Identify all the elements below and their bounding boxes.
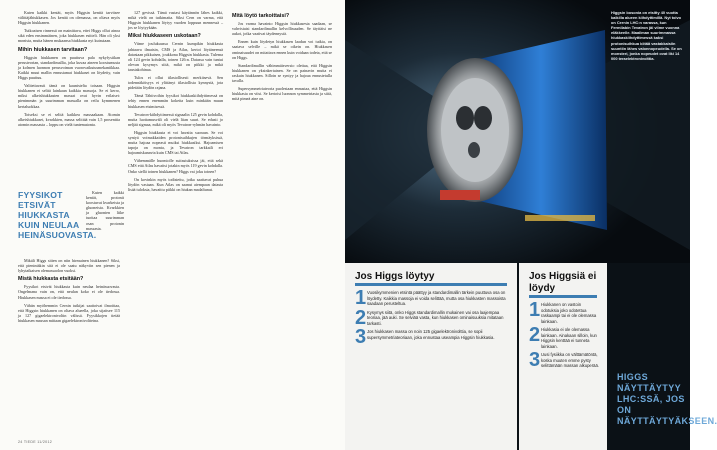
subheading: Mihin hiukkasen tarvitaan? <box>18 46 88 53</box>
paragraph: Vähän myöhemmin Cernin tutkijat saattoivat ilmoittaa, että Higgsin hiukkanen on oltava alueella, joka sijaitsee 115 ja 127 gigaelektronivoltin välissä. Fyysikkojen tietää hiukkasen massan mittaan gigaelektronivoltteina. <box>18 302 120 323</box>
left-page <box>0 0 345 450</box>
item-text: Vuosikymmenien etsintä päättyy ja standardimallin tärkein puuttuva osa on löydetty. Kaikkia massoja ei voida selittää, mutta osa hiukkasten massoista saadaan perusteltua. <box>367 290 506 306</box>
paragraph: Ennen kuin löydetyn hiukkasen laadun voi tutkia, on saatava selville – mikä se oikein on. Hiukkasen ominaisuudet on mitattava ennen kuin voidaan todeta, että se on Higgs. <box>232 39 332 60</box>
paragraph: Higgsin hiukkanen on puuttuva pala nykyfysiikan perusteorian, standardimallia, joka kuvaa aineen koostumusta ja kolmen luonnon perusvoiman vuorovaikutusmekaniikkaa. Kaikki muut mallin ennustamat hiukkaset on löydetty, vain Higgs puuttuu. <box>18 54 120 81</box>
photo-caption: Higgsin bosonia on etsitty 40 vuotta kaikilla alueen kiihdyttimillä. Nyt toivo on Cernin LHC:n varassa, kun Fermilabin Tevatron jäi viime vuonna eläkkeelle. Maailman suurimmassa hiukkaskiihdyttimessä kaksi protonisuihkua kiitää vastakkaisiin suuntiin lähes valonnopeudella. Se on monsteri, jonka nopeudet ovat liki 14 000 teraelektronivolttia. <box>611 10 682 61</box>
list-item <box>355 326 509 348</box>
info-box-if-found <box>345 263 517 450</box>
title-rule <box>529 295 597 298</box>
paragraph: Tämä Tähtivoihin fyysikot hiukkaskiihdyttimessä on tehty ennen enemmän kokeita kuin minkään muun hiukkasen etsimisessä. <box>128 93 223 109</box>
paragraph: Vähemmälle huomiolle suitsutuksissa jäi, että sekä CMS että Atlas havaitsi jotakin myös 119 gevin kohdalla. Onko siellä toinen hiukkanen? Higgs vai joku toinen? <box>128 158 223 174</box>
right-page <box>345 0 717 450</box>
paragraph: Supersymmetriateoria puolestaan ennustaa, että Higgsin hiukkasia on viisi. Se kertoisi luonnon symmetriasta ja siitä, mitä pimeä aine on. <box>232 86 332 102</box>
paragraph: Fyysikot etsivät hiukkasta kuin neulaa heinäsuovasta. Ongelmana vain on, että neulan koko ei ole tiedossa. Hiukkasen massa ei ole tiedossa. <box>18 284 120 300</box>
item-number: 1 <box>529 299 541 321</box>
paragraph: Toiseksi se ei selitä kaikkea massaakaan. Atomin alkeishiukkaset, kvarkkien, massa selittää vain 1,5 prosenttia atomin massasta – loppu on vielä tuntematonta. <box>18 111 120 127</box>
cable-bundle <box>440 190 480 200</box>
magnet-end-plate <box>441 78 509 182</box>
paragraph: On kovinkin myös todistettu, jotka saattavat puhua löydön vastaan. Kun Atlas on saanut aiempaan datasta lisää tuloksia, havaittu piikki on hiukan madaltunut. <box>128 176 223 192</box>
paragraph: Tevatron-kiihdyttimessä signaalin 125 gevin kohdalla, mutta luottamusväli oli vielä liian suuri. Se edusti jo neljää sigmaa, mikä oli myös Tevatron-ryhmän havainto. <box>128 111 223 127</box>
paragraph: Mikäli Higgs sitten on niin hirmuinen hiukkanen? Siksi, että pienintäkin sitä ei ole saatu näkyviin sen pienen ja lyhytaikaisen olemassaolon vuoksi. <box>18 258 120 274</box>
item-number: 2 <box>529 324 541 346</box>
box-title: Jos Higgs löytyy <box>355 271 435 282</box>
list-item <box>529 324 599 349</box>
paragraph: 127 gevissä. Tämä vastasi käytännön lähes kaikki, mikä vielä on tutkimatta. Siksi Cern on varma, että Higgsin hiukkanen löytyy vuoden loppuun mennessä – jos se löytyykään. <box>128 10 223 31</box>
paragraph: Higgsin hiukkasta ei voi havaita suoraan. Se voi syntyä voimakkaiden protonisuihkujen törmäyksissä, mutta hajoaa nopeasti muiksi hiukkasiksi. Hajoamisen tapoja on monta, ja Tevatron tarkkaili eri hajoamiskanavia kuin CMS tai Atlas. <box>128 129 223 156</box>
article-column-1 <box>18 10 120 130</box>
paragraph: Tutkoaisen rinnessä on mainittava, ettei Higgs ollut ainoa sikä eden ensimmäinen, joka hiukkasen esitteli. Hän oli yksi monista, mutta hänen mukaansa hiukkasta nyt kutsutaan. <box>18 28 120 44</box>
beam-pipe <box>468 142 480 158</box>
item-number: 1 <box>355 287 367 309</box>
beam-pipe <box>474 106 492 130</box>
item-number: 3 <box>355 326 367 348</box>
item-text: Kysymys siitä, onko Higgs standardimallin mukainen vai osa laajempaa teoriaa, jää auki. Se selviää vasta, kun hiukkasen ominaisuuksia mitataan tarkasti. <box>367 309 504 326</box>
item-text: Uusi fysiikka on välttämätöntä, koska muuten emme pysty selittämään massan alkuperää. <box>541 352 599 368</box>
item-text: Hiukkanen on vastoin odotuksia joko odotettua raskaampi tai ei ole olemassa lainkaan. <box>541 302 597 324</box>
paragraph: Standardimallin vähimmäisversio olettaa, että Higgsin hiukkanen on yksinkertainen. Se on painavin mutta ei raskain hiukkanen. Silloin se syntyy ja hajoaa ennustetulla tavalla. <box>232 62 332 84</box>
paragraph: Kuten kaikki kentät, myös Higgsin kenttä tarvitsee välittäjähiukkasen. Jos kenttä on olemassa, on oltava myös Higgsin hiukkanen. <box>18 10 120 26</box>
paragraph: Valitettavasti tämä on kaunistelta toisaan. Higgsin hiukkanen ei selitä lainkaan kaikkia massoja. Se ei kerro, miksi alkeishiukkasten massat ovat hyvin erilaiset: pienimmän ja suurimman massalla on reilu kymmenen kertaluokkaa. <box>18 83 120 109</box>
item-number: 2 <box>355 306 367 329</box>
article-column-3 <box>232 10 332 104</box>
paragraph: Kuten kaikki kentät, protonit koostuvat kvarkeista ja gluoneista. Kvarkkien ja gluonien liike tuottaa suurimman osan protonin massasta. <box>86 190 124 231</box>
tunnel-floor-marking <box>525 215 595 221</box>
list-item <box>529 299 599 324</box>
article-column-1-wrap <box>86 190 124 234</box>
subheading: Miksi hiukkaseen uskotaan? <box>128 33 201 40</box>
paragraph: Tulos ei ollut tilastollisesti merkitsevä. Sen todennäköisyys ei ylittänyt tilastollista kynnystä, jota pidetään löydön rajana. <box>128 75 223 91</box>
title-rule <box>355 283 507 286</box>
article-column-2 <box>128 10 223 195</box>
list-item <box>355 287 509 309</box>
pull-quote: FYYSIKOT ETSIVÄT HIUKKASTA KUIN NEULAA HEINÄSUOVASTA. <box>18 190 97 240</box>
item-text: Hiukkasia ei ole olemassa lainkaan. Ainakaan silloin, kun Higgsin kenttää ei tunneta lainkaan. <box>541 327 597 349</box>
pull-quote: HIGGS NÄYTTÄYTYY LHC:SSÄ, JOS ON NÄYTTÄYTYÄKSEEN. <box>617 372 717 426</box>
subheading: Mitä löytö tarkoittaisi? <box>232 13 290 19</box>
item-number: 3 <box>529 349 541 371</box>
subheading: Mistä hiukkasta etsitään? <box>18 276 84 283</box>
box-title: Jos Higgsiä ei löydy <box>529 271 597 294</box>
list-item <box>355 306 509 329</box>
beam-pipe <box>456 106 474 130</box>
info-box-if-not-found <box>519 263 607 450</box>
paragraph: Viime joulukuussa Cernin kumpikin hiukkasta jahtaava ilmaisin, CMS ja Atlas, kertoi löytäneensä datastaan pikkuisen, joukkona Higgsin hiukkasta. Tulema oli 124 gevin kohdalla, toinen 126:n. Datassa vain tuntui olevan kysymys siitä, mikä on piikki ja mikä taustakohinaa. <box>128 41 223 72</box>
page-footer: 24 TIEDE 11/2012 <box>18 440 53 444</box>
list-item <box>529 349 599 371</box>
article-column-1-lower <box>18 258 120 326</box>
paragraph: Jos varma havainto Higgsin hiukkasesta saadaan, se vahvistaisi standardimallin kelvollisuuden. Se täyttäisi ne aukot, jotka vaativat täydennystä. <box>232 21 332 37</box>
item-text: Jos hiukkasen massa on noin 125 gigaelektronivolttia, se sopii supersymmetriateoriaan, joka ennustaa useampia Higgsin hiukkasia. <box>367 329 495 340</box>
